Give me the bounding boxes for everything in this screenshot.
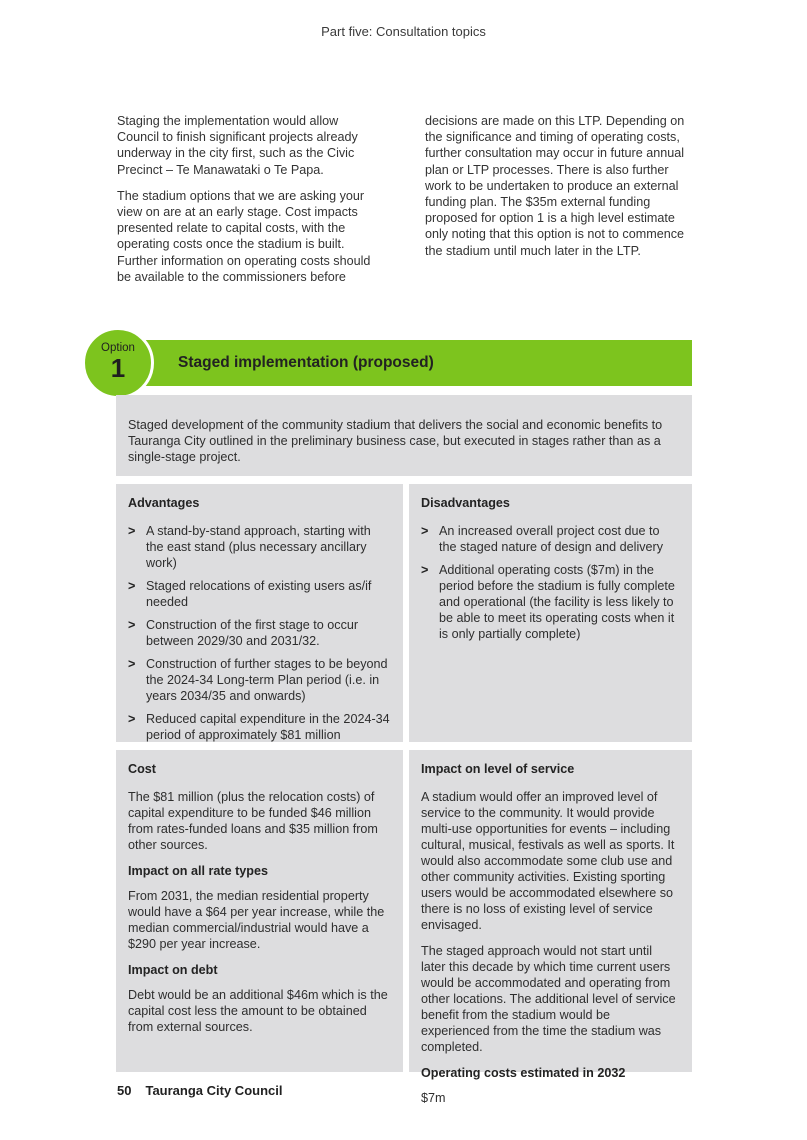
- level-of-service-heading: Impact on level of service: [421, 762, 575, 776]
- level-of-service-panel: [409, 750, 692, 1105]
- chevron-right-icon: >: [421, 524, 429, 538]
- service-paragraph: The staged approach would not start until later this decade by which time current users would be accommodated and operating from other locations. The additional level of service benefit from the stadium would be experienced from the time the stadium was completed.: [421, 944, 676, 1054]
- operating-costs-heading: Operating costs estimated in 2032: [421, 1066, 626, 1080]
- list-item-text: Construction of the first stage to occur between 2029/30 and 2031/32.: [146, 618, 359, 648]
- advantages-list: [128, 523, 391, 743]
- cost-heading: Cost: [128, 762, 156, 776]
- rates-impact-text: From 2031, the median residential property would have a $64 per year increase, while the median commercial/industrial would have a $290 per year increase.: [128, 889, 385, 951]
- advantages-panel: [116, 484, 403, 742]
- advantages-heading: Advantages: [128, 496, 200, 510]
- list-item: [128, 711, 391, 743]
- rates-impact-heading: Impact on all rate types: [128, 864, 268, 878]
- intro-paragraph: decisions are made on this LTP. Depending on the significance and timing of operating costs, further consultation may occur in future annual plan or LTP processes. There is also further work to be undertaken to produce an external funding plan. The $35m external funding proposed for option 1 is a high level estimate only noting that this option is not to commence the stadium until much later in the LTP.: [425, 114, 685, 258]
- option-title: Staged implementation (proposed): [178, 354, 434, 371]
- chevron-right-icon: >: [128, 618, 136, 632]
- intro-text: [117, 113, 687, 295]
- cost-text: The $81 million (plus the relocation costs) of capital expenditure to be funded $46 million from rates-funded loans and $35 million from other sources.: [128, 790, 378, 852]
- organisation-name: Tauranga City Council: [145, 1083, 283, 1098]
- cost-panel: [116, 750, 403, 1072]
- debt-impact-text: Debt would be an additional $46m which is the capital cost less the amount to be obtained from external sources.: [128, 988, 388, 1034]
- list-item: [128, 523, 391, 571]
- running-head: Part five: Consultation topics: [321, 24, 486, 39]
- intro-right-column: [425, 113, 687, 295]
- operating-costs-value: $7m: [421, 1091, 446, 1105]
- list-item: [128, 656, 391, 704]
- page-footer: [117, 1083, 282, 1098]
- option-badge: [82, 327, 154, 399]
- disadvantages-panel: [409, 484, 692, 742]
- intro-left-column: [117, 113, 379, 295]
- list-item: [128, 617, 391, 649]
- summary-text: Staged development of the community stadium that delivers the social and economic benefits to Tauranga City outlined in the preliminary business case, but executed in stages rather than as a single-stage project.: [128, 418, 663, 464]
- intro-paragraph: Staging the implementation would allow Council to finish significant projects already underway in the city first, such as the Civic Precinct – Te Manawataki o Te Papa.: [117, 114, 358, 177]
- debt-impact-heading: Impact on debt: [128, 963, 218, 977]
- intro-paragraph: The stadium options that we are asking your view on are at an early stage. Cost impacts presented relate to capital costs, with the operating costs once the stadium is built. Further information on operating costs should be available to the commissioners before: [117, 188, 371, 284]
- list-item: [421, 562, 680, 642]
- list-item-text: Reduced capital expenditure in the 2024-34 period of approximately $81 million: [146, 712, 390, 742]
- service-paragraph: A stadium would offer an improved level of service to the community. It would provide multi-use opportunities for events – including cultural, musical, festivals as well as sports. It would also accommodate some club use and other community activities. Existing sporting users would be accommodated elsewhere so there is no loss of existing level of service envisaged.: [421, 790, 675, 932]
- list-item-text: A stand-by-stand approach, starting with the east stand (plus necessary ancillary work): [146, 524, 371, 570]
- list-item-text: Staged relocations of existing users as/if needed: [146, 579, 372, 609]
- option-number: 1: [110, 353, 126, 383]
- chevron-right-icon: >: [128, 524, 136, 538]
- list-item: [421, 523, 680, 555]
- chevron-right-icon: >: [421, 563, 429, 577]
- option-label: Option: [101, 342, 135, 354]
- list-item: [128, 578, 391, 610]
- page-number: 50: [117, 1083, 132, 1098]
- chevron-right-icon: >: [128, 657, 136, 671]
- option-summary: [116, 395, 692, 476]
- list-item-text: An increased overall project cost due to the staged nature of design and delivery: [439, 524, 664, 554]
- chevron-right-icon: >: [128, 579, 136, 593]
- disadvantages-list: [421, 523, 680, 642]
- chevron-right-icon: >: [128, 712, 136, 726]
- list-item-text: Additional operating costs ($7m) in the period before the stadium is fully complete and operational (the facility is less likely to be able to meet its operating costs when it is only partially complete): [439, 563, 675, 641]
- disadvantages-heading: Disadvantages: [421, 496, 510, 510]
- list-item-text: Construction of further stages to be beyond the 2024-34 Long-term Plan period (i.e. in years 2034/35 and onwards): [146, 657, 388, 703]
